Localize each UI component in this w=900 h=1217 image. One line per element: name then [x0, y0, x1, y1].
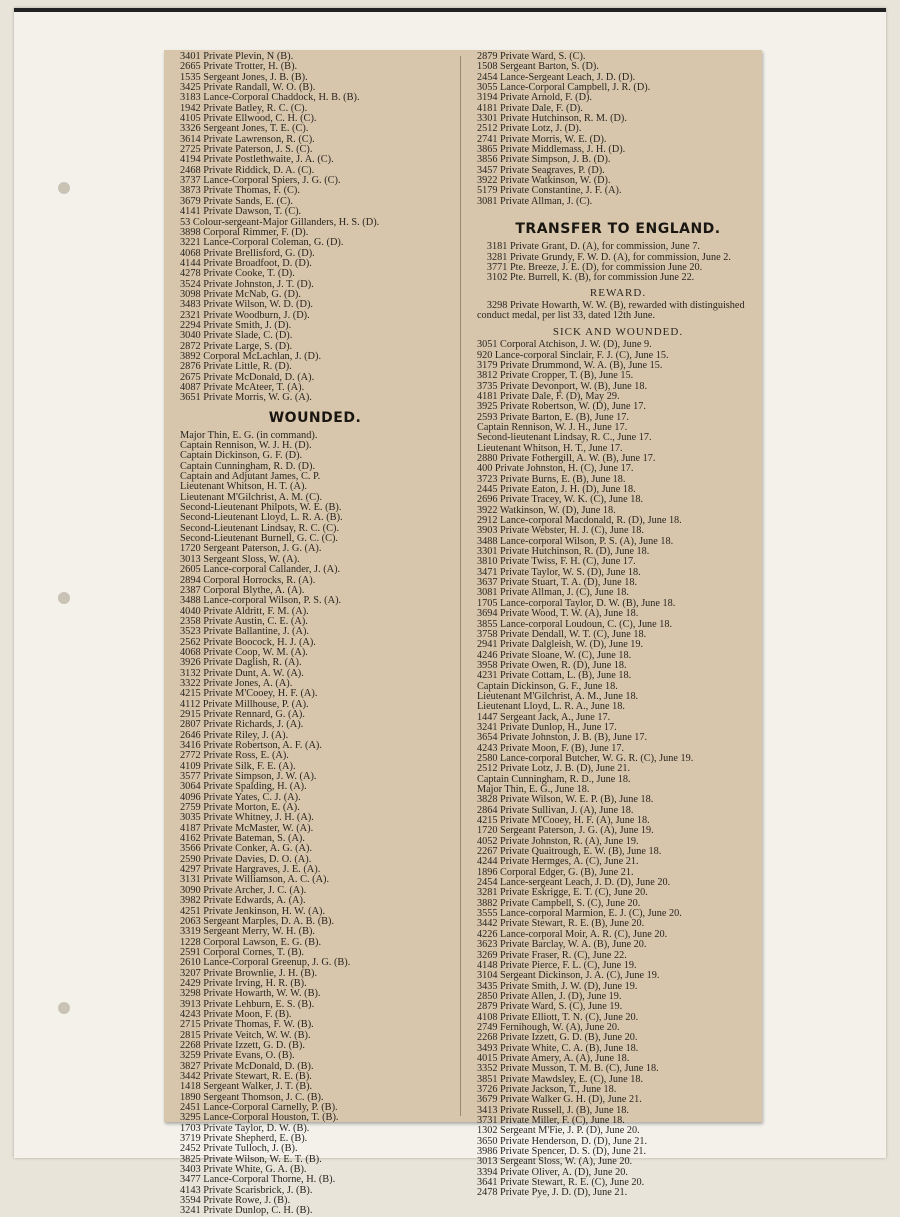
list-item: 2429 Private Irving, H. R. (B).	[180, 977, 307, 989]
list-item: 3873 Private Thomas, F. (C).	[180, 185, 300, 197]
list-item: 3650 Private Henderson, D. (D), June 21.	[477, 1135, 648, 1147]
list-item: 3922 Watkinson, W. (D), June 18.	[477, 504, 616, 516]
list-item: 3051 Corporal Atchison, J. W. (D), June 9.	[477, 339, 652, 351]
list-item: 2454 Lance-Sergeant Leach, J. D. (D).	[477, 71, 636, 83]
list-item: 3958 Private Owen, R. (D), June 18.	[477, 659, 627, 671]
list-item: 3926 Private Daglish, R. (A).	[180, 657, 302, 669]
list-item: 4015 Private Amery, A. (A), June 18.	[477, 1052, 630, 1064]
list-item: 3810 Private Twiss, F. H. (C), June 17.	[477, 556, 636, 568]
list-item: Second-Lieutenant Burnell, G. C. (C).	[180, 533, 338, 545]
list-item: 3898 Corporal Rimmer, F. (D).	[180, 226, 309, 238]
list-item: 2872 Private Large, S. (D).	[180, 340, 293, 352]
list-item: 1228 Corporal Lawson, E. G. (B).	[180, 936, 322, 948]
newspaper-clipping	[164, 50, 762, 1217]
list-item: 3719 Private Shepherd, E. (B).	[180, 1133, 308, 1145]
list-item: 3651 Private Morris, W. G. (A).	[180, 392, 312, 404]
list-item: 3623 Private Barclay, W. A. (B), June 20.	[477, 939, 647, 951]
list-item: 4243 Private Moon, F. (B).	[180, 1008, 292, 1020]
list-item: 3442 Private Stewart, R. E. (B).	[180, 1071, 312, 1082]
list-item: 2268 Private Izzett, G. D. (B).	[180, 1039, 305, 1051]
list-item: 4243 Private Moon, F. (B), June 17.	[477, 742, 625, 754]
list-item: 400 Private Johnston, H. (C), June 17.	[477, 463, 634, 475]
list-item: 4148 Private Pierce, F. L. (C), June 19.	[477, 959, 637, 971]
punch-hole	[58, 592, 70, 604]
list-item: 4181 Private Dale, F. (D).	[477, 102, 583, 114]
list-item: 3131 Private Williamson, A. C. (A).	[180, 874, 330, 886]
list-item: 3301 Private Hutchinson, R. M. (D).	[477, 113, 627, 125]
list-item: 3298 Private Howarth, W. W. (B).	[180, 988, 321, 1000]
list-item: 2880 Private Fothergill, A. W. (B), June 17.	[477, 453, 656, 464]
list-item: 2725 Private Paterson, J. S. (C).	[180, 144, 313, 156]
list-item: 4278 Private Cooke, T. (D).	[180, 268, 295, 280]
list-item: Lieutenant Whitson, H. T. (A).	[180, 481, 307, 493]
list-item: 3179 Private Drummond, W. A. (B), June 15.	[477, 359, 663, 371]
list-item: 4181 Private Dale, F. (D), May 29.	[477, 390, 620, 402]
list-item: 3301 Private Hutchinson, R. (D), June 18.	[477, 546, 650, 558]
list-item: 3566 Private Conker, A. G. (A).	[180, 843, 313, 855]
list-item: 3194 Private Arnold, F. (D).	[477, 92, 592, 104]
list-item: 2807 Private Richards, J. (A).	[180, 719, 304, 731]
list-item: 920 Lance-corporal Sinclair, F. J. (C), June 15.	[477, 349, 669, 361]
list-item: 2590 Private Davies, D. O. (A).	[180, 853, 312, 865]
list-item: 2478 Private Pye, J. D. (D), June 21.	[477, 1187, 628, 1199]
list-item: 1890 Sergeant Thomson, J. C. (B).	[180, 1091, 324, 1103]
list-item: Captain Cunningham, R. D., June 18.	[477, 773, 631, 785]
list-item: Captain Cunningham, R. D. (D).	[180, 460, 316, 472]
list-item: 3055 Lance-Corporal Campbell, J. R. (D).	[477, 82, 651, 94]
list-item: 3040 Private Slade, C. (D).	[180, 330, 293, 342]
punch-hole	[58, 1002, 70, 1014]
list-item: 4297 Private Hargraves, J. E. (A).	[180, 864, 321, 876]
list-item: 2593 Private Barton, E. (B), June 17.	[477, 411, 629, 423]
list-item: 2512 Private Lotz, J. (D).	[477, 123, 582, 135]
list-item: 4226 Lance-corporal Moir, A. R. (C), June 20.	[477, 928, 668, 940]
list-item: Captain Dickinson, G. F. (D).	[180, 450, 303, 462]
list-item: 3090 Private Archer, J. C. (A).	[180, 884, 307, 896]
list-item: 3488 Lance-corporal Wilson, P. S. (A).	[180, 595, 342, 607]
list-item: Lieutenant Lloyd, L. R. A., June 18.	[477, 701, 625, 713]
list-item: 2879 Private Ward, S. (C).	[477, 51, 586, 62]
list-item: 4040 Private Aldritt, F. M. (A).	[180, 605, 309, 617]
list-item: 3394 Private Oliver, A. (D), June 20.	[477, 1166, 628, 1178]
list-item: 2715 Private Thomas, F. W. (B).	[180, 1019, 314, 1031]
list-item: 4144 Private Broadfoot, D. (D).	[180, 257, 312, 269]
list-item: Captain Rennison, W. J. H. (D).	[180, 440, 312, 452]
list-item: 1720 Sergeant Paterson, J. G. (A), June 19.	[477, 825, 654, 837]
list-item: 2562 Private Boocock, H. J. (A).	[180, 636, 316, 648]
list-item: 3986 Private Spencer, D. S. (D), June 21.	[477, 1146, 647, 1158]
list-item: 2063 Sergeant Marples, D. A. B. (B).	[180, 915, 335, 927]
list-item: Second-Lieutenant Lloyd, L. R. A. (B).	[180, 512, 343, 524]
list-item: 2759 Private Morton, E. (A).	[180, 802, 300, 814]
list-item: 3614 Private Lawrenson, R. (C).	[180, 133, 315, 145]
list-item: 3413 Private Russell, J. (B), June 18.	[477, 1104, 629, 1116]
list-item: 2741 Private Morris, W. E. (D).	[477, 133, 607, 145]
list-item: Second-Lieutenant Philpots, W. E. (B).	[180, 502, 342, 514]
list-item: 2451 Lance-Corporal Carnelly, P. (B).	[180, 1102, 338, 1114]
list-item: 4143 Private Scarisbrick, J. (B).	[180, 1184, 313, 1196]
list-item: 3882 Private Campbell, S. (C), June 20.	[477, 897, 641, 909]
list-item: 3828 Private Wilson, W. E. P. (B), June 18.	[477, 794, 654, 806]
list-item: 2941 Private Dalgleish, W. (D), June 19.	[477, 639, 644, 651]
list-item: Major Thin, E. G. (in command).	[180, 429, 318, 441]
list-item: 3865 Private Middlemass, J. H. (D).	[477, 144, 626, 156]
list-item: 2268 Private Izzett, G. D. (B), June 20.	[477, 1032, 638, 1044]
list-item: 3737 Lance-Corporal Spiers, J. G. (C).	[180, 175, 341, 187]
list-item: 3488 Lance-corporal Wilson, P. S. (A), June 18.	[477, 535, 674, 547]
list-item: Second-Lieutenant Lindsay, R. C. (C).	[180, 522, 340, 534]
list-item: 3679 Private Walker G. H. (D), June 21.	[477, 1094, 642, 1106]
list-item: 3442 Private Stewart, R. E. (B), June 20.	[477, 918, 645, 930]
list-item: 3523 Private Ballantine, J. (A).	[180, 626, 309, 638]
list-item: 3098 Private McNab, G. (D).	[180, 288, 301, 300]
list-item: 3183 Lance-Corporal Chaddock, H. B. (B).	[180, 92, 360, 104]
list-item: 2850 Private Allen, J. (D), June 19.	[477, 990, 622, 1002]
list-item: 2879 Private Ward, S. (C), June 19.	[477, 1001, 623, 1013]
list-item: 2445 Private Eaton, J. H. (D), June 18.	[477, 484, 636, 496]
list-item: 2321 Private Woodburn, J. (D).	[180, 309, 310, 321]
list-item: 2876 Private Little, R. (D).	[180, 361, 292, 373]
list-item: 2358 Private Austin, C. E. (A).	[180, 615, 308, 627]
list-item: 3319 Sergeant Merry, W. H. (B).	[180, 926, 316, 938]
list-item: 1447 Sergeant Jack, A., June 17.	[477, 711, 611, 723]
list-item: 2294 Private Smith, J. (D).	[180, 319, 292, 331]
list-item: 4231 Private Cottam, L. (B), June 18.	[477, 670, 632, 682]
list-item: 4052 Private Johnston, R. (A), June 19.	[477, 835, 639, 847]
list-item: 3471 Private Taylor, W. S. (D), June 18.	[477, 566, 641, 578]
list-item: 3637 Private Stuart, T. A. (D), June 18.	[477, 577, 638, 589]
list-item: 3013 Sergeant Sloss, W. (A), June 20.	[477, 1156, 633, 1168]
list-item: 2894 Corporal Horrocks, R. (A).	[180, 574, 316, 586]
list-item: 53 Colour-sergeant-Major Gillanders, H. S. (D).	[180, 216, 380, 228]
list-item: 2696 Private Tracey, W. K. (C), June 18.	[477, 494, 644, 506]
list-item: 3892 Corporal McLachlan, J. (D).	[180, 350, 322, 362]
list-item: 4109 Private Silk, F. E. (A).	[180, 760, 296, 772]
list-item: 1418 Sergeant Walker, J. T. (B).	[180, 1081, 313, 1093]
list-item: 3679 Private Sands, E. (C).	[180, 195, 293, 207]
list-item: 2915 Private Rennard, G. (A).	[180, 708, 305, 720]
list-item: 2815 Private Veitch, W. W. (B).	[180, 1029, 311, 1041]
list-item: 3403 Private White, G. A. (B).	[180, 1164, 307, 1176]
list-item: 4112 Private Millhouse, P. (A).	[180, 698, 309, 710]
list-item: 4105 Private Ellwood, C. H. (C).	[180, 113, 317, 125]
list-item: 3483 Private Wilson, W. D. (D).	[180, 299, 313, 311]
list-item: 3555 Lance-corporal Marmion, E. J. (C), June 20.	[477, 908, 682, 920]
column-divider	[460, 56, 461, 1116]
list-item: Major Thin, E. G., June 18.	[477, 784, 590, 795]
reward-text: 3298 Private Howarth, W. W. (B), rewarded with distinguished conduct medal, per list 33, dated 12th June.	[477, 299, 745, 321]
list-item: 3295 Lance-Corporal Houston, T. (B).	[180, 1112, 339, 1124]
list-item: 4141 Private Dawson, T. (C).	[180, 206, 302, 218]
list-item: 1720 Sergeant Paterson, J. G. (A).	[180, 543, 322, 555]
reward-heading: REWARD.	[589, 286, 647, 299]
list-item: 4162 Private Bateman, S. (A).	[180, 833, 305, 845]
list-item: 4108 Private Elliott, T. N. (C), June 20.	[477, 1011, 639, 1023]
list-item: Captain and Adjutant James, C. P.	[180, 471, 321, 483]
wounded-list-continued	[477, 52, 759, 207]
punch-hole	[58, 182, 70, 194]
list-item: 3654 Private Johnston, J. B. (B), June 17.	[477, 732, 648, 744]
list-item: 2605 Lance-corporal Callander, J. (A).	[180, 564, 341, 576]
list-item: 3269 Private Fraser, R. (C), June 22.	[477, 949, 627, 961]
list-item: 2387 Corporal Blythe, A. (A).	[180, 584, 305, 596]
list-item: 3132 Private Dunt, A. W. (A).	[180, 667, 304, 679]
list-item: 3726 Private Jackson, T., June 18.	[477, 1083, 617, 1095]
list-item: 3425 Private Randall, W. O. (B).	[180, 82, 316, 94]
list-item: 3524 Private Johnston, J. T. (D).	[180, 278, 314, 290]
list-item: 3035 Private Whitney, J. H. (A).	[180, 812, 314, 824]
list-item: 2665 Private Trotter, H. (B).	[180, 61, 298, 73]
list-item: Lieutenant Whitson, H. T., June 17.	[477, 442, 623, 454]
list-item: 3903 Private Webster, H. J. (C), June 18.	[477, 525, 644, 537]
list-item: 3326 Sergeant Jones, T. E. (C).	[180, 123, 309, 135]
list-item: 3477 Lance-Corporal Thorne, H. (B).	[180, 1174, 336, 1186]
list-item: 3771 Pte. Breeze, J. E. (D), for commission June 20.	[486, 261, 703, 273]
list-item: 3259 Private Evans, O. (B).	[180, 1050, 295, 1062]
list-item: 2454 Lance-sergeant Leach, J. D. (D), June 20.	[477, 877, 671, 889]
list-item: 3013 Sergeant Sloss, W. (A).	[180, 553, 300, 565]
scrapbook-page	[14, 8, 886, 1217]
wounded-heading: WOUNDED.	[268, 409, 362, 426]
wounded-list	[180, 431, 450, 1217]
list-item: 3102 Pte. Burrell, K. (B), for commission June 22.	[486, 272, 695, 284]
list-item: 3641 Private Stewart, R. E. (C), June 20.	[477, 1177, 645, 1189]
sick-heading: SICK AND WOUNDED.	[552, 326, 684, 339]
list-item: 1535 Sergeant Jones, J. B. (B).	[180, 71, 308, 83]
right-column	[477, 52, 759, 1199]
sick-and-wounded-list	[477, 340, 759, 1199]
list-item: 3594 Private Rowe, J. (B).	[180, 1195, 291, 1207]
list-item: 4096 Private Yates, C. J. (A).	[180, 791, 301, 803]
list-item: 3758 Private Dendall, W. T. (C), June 18.	[477, 628, 647, 640]
list-item: 4215 Private M'Cooey, H. F. (A), June 18.	[477, 815, 650, 827]
list-item: 3064 Private Spalding, H. (A).	[180, 781, 307, 793]
transfer-heading: TRANSFER TO ENGLAND.	[515, 221, 721, 238]
list-item: 3855 Lance-corporal Loudoun, C. (C), June 18.	[477, 618, 673, 630]
list-item: 3723 Private Burns, E. (B), June 18.	[477, 473, 626, 485]
list-item: 3401 Private Plevin, N (B).	[180, 51, 294, 62]
list-item: 1896 Corporal Edger, G. (B), June 21.	[477, 866, 634, 878]
list-item: 2452 Private Tulloch, J. (B).	[180, 1143, 298, 1155]
list-item: 1942 Private Batley, R. C. (C).	[180, 102, 308, 114]
list-item: 2591 Corporal Cornes, T. (B).	[180, 946, 305, 958]
list-item: 4251 Private Jenkinson, H. W. (A).	[180, 905, 326, 917]
list-item: 3851 Private Mawdsley, E. (C), June 18.	[477, 1073, 644, 1085]
list-item: 3352 Private Musson, T. M. B. (C), June 18.	[477, 1063, 659, 1075]
list-item: 1703 Private Taylor, D. W. (B).	[180, 1122, 310, 1134]
list-item: 3457 Private Seagraves, P. (D).	[477, 164, 605, 176]
list-item: 2749 Fernihough, W. (A), June 20.	[477, 1021, 620, 1033]
list-item: 3081 Private Allman, J. (C), June 18.	[477, 587, 629, 599]
list-item: Lieutenant M'Gilchrist, A. M. (C).	[180, 491, 323, 503]
list-item: Second-lieutenant Lindsay, R. C., June 17.	[477, 432, 652, 444]
list-item: 5179 Private Constantine, J. F. (A).	[477, 185, 622, 197]
list-item: 2512 Private Lotz, J. B. (D), June 21.	[477, 763, 631, 775]
list-item: Captain Rennison, W. J. H., June 17.	[477, 421, 628, 433]
list-item: 2468 Private Riddick, D. A. (C).	[180, 164, 315, 176]
list-item: 1302 Sergeant M'Fie, J. P. (D), June 20.	[477, 1125, 640, 1137]
list-item: 4194 Private Postlethwaite, J. A. (C).	[180, 154, 334, 166]
list-item: 3731 Private Miller, F. (C), June 18.	[477, 1115, 625, 1126]
list-item: 4215 Private M'Cooey, H. F. (A).	[180, 688, 318, 700]
list-item: 3104 Sergeant Dickinson, J. A. (C), June 19.	[477, 970, 660, 982]
list-item: 4068 Private Brellisford, G. (D).	[180, 247, 315, 259]
list-item: 2267 Private Quaitrough, E. W. (B), June 18.	[477, 846, 662, 858]
list-item: 3856 Private Simpson, J. B. (D).	[477, 154, 611, 166]
list-item: 3241 Private Dunlop, H., June 17.	[477, 721, 617, 733]
list-item: 2646 Private Riley, J. (A).	[180, 729, 289, 741]
transfer-list	[477, 242, 759, 283]
list-item: 3221 Lance-Corporal Coleman, G. (D).	[180, 237, 344, 249]
list-item: 2610 Lance-Corporal Greenup, J. G. (B).	[180, 957, 351, 969]
list-item: 3694 Private Wood, T. W. (A), June 18.	[477, 608, 639, 620]
list-item: 3825 Private Wilson, W. E. T. (B).	[180, 1153, 322, 1165]
left-column	[180, 52, 450, 1217]
list-item: 2864 Private Sullivan, J. (A), June 18.	[477, 804, 634, 816]
list-item: 4068 Private Coop, W. M. (A).	[180, 646, 308, 658]
list-item: 3577 Private Simpson, J. W. (A).	[180, 771, 317, 783]
list-item: 3435 Private Smith, J. W. (D), June 19.	[477, 980, 638, 992]
list-item: 3922 Private Watkinson, W. (D).	[477, 175, 611, 187]
list-item: 4246 Private Sloane, W. (C), June 18.	[477, 649, 632, 661]
list-item: 3281 Private Grundy, F. W. D. (A), for commission, June 2.	[486, 251, 731, 263]
list-item: Captain Dickinson, G. F., June 18.	[477, 680, 618, 692]
list-item: 3982 Private Edwards, A. (A).	[180, 895, 306, 907]
list-item: 3913 Private Lehburn, E. S. (B).	[180, 998, 315, 1010]
list-item: 3493 Private White, C. A. (B), June 18.	[477, 1042, 639, 1054]
list-item: 3241 Private Dunlop, C. H. (B).	[180, 1205, 313, 1217]
list-item: 3081 Private Allman, J. (C).	[477, 195, 593, 207]
casualty-list-continued	[180, 52, 450, 404]
list-item: 4187 Private McMaster, W. (A).	[180, 822, 314, 834]
list-item: 2912 Lance-corporal Macdonald, R. (D), June 18.	[477, 515, 682, 527]
list-item: 3827 Private McDonald, D. (B).	[180, 1060, 314, 1072]
list-item: 2580 Lance-corporal Butcher, W. G. R. (C), June 19.	[477, 752, 694, 764]
list-item: 2772 Private Ross, E. (A).	[180, 750, 289, 762]
list-item: 4087 Private McAteer, T. (A).	[180, 382, 305, 393]
list-item: Lieutenant M'Gilchrist, A. M., June 18.	[477, 690, 639, 702]
list-item: 3925 Private Robertson, W. (D), June 17.	[477, 401, 646, 413]
list-item: 3322 Private Jones, A. (A).	[180, 677, 293, 689]
list-item: 3735 Private Devonport, W. (B), June 18.	[477, 380, 648, 392]
list-item: 4244 Private Hermges, A. (C), June 21.	[477, 856, 639, 868]
list-item: 2675 Private McDonald, D. (A).	[180, 371, 315, 383]
list-item: 3281 Private Eskrigge, E. T. (C), June 20.	[477, 887, 648, 899]
list-item: 3812 Private Cropper, T. (B), June 15.	[477, 370, 634, 382]
list-item: 3207 Private Brownlie, J. H. (B).	[180, 967, 318, 979]
list-item: 1705 Lance-corporal Taylor, D. W. (B), June 18.	[477, 597, 676, 609]
list-item: 1508 Sergeant Barton, S. (D).	[477, 61, 599, 73]
list-item: 3416 Private Robertson, A. F. (A).	[180, 740, 322, 751]
list-item: 3181 Private Grant, D. (A), for commission, June 7.	[486, 241, 700, 253]
